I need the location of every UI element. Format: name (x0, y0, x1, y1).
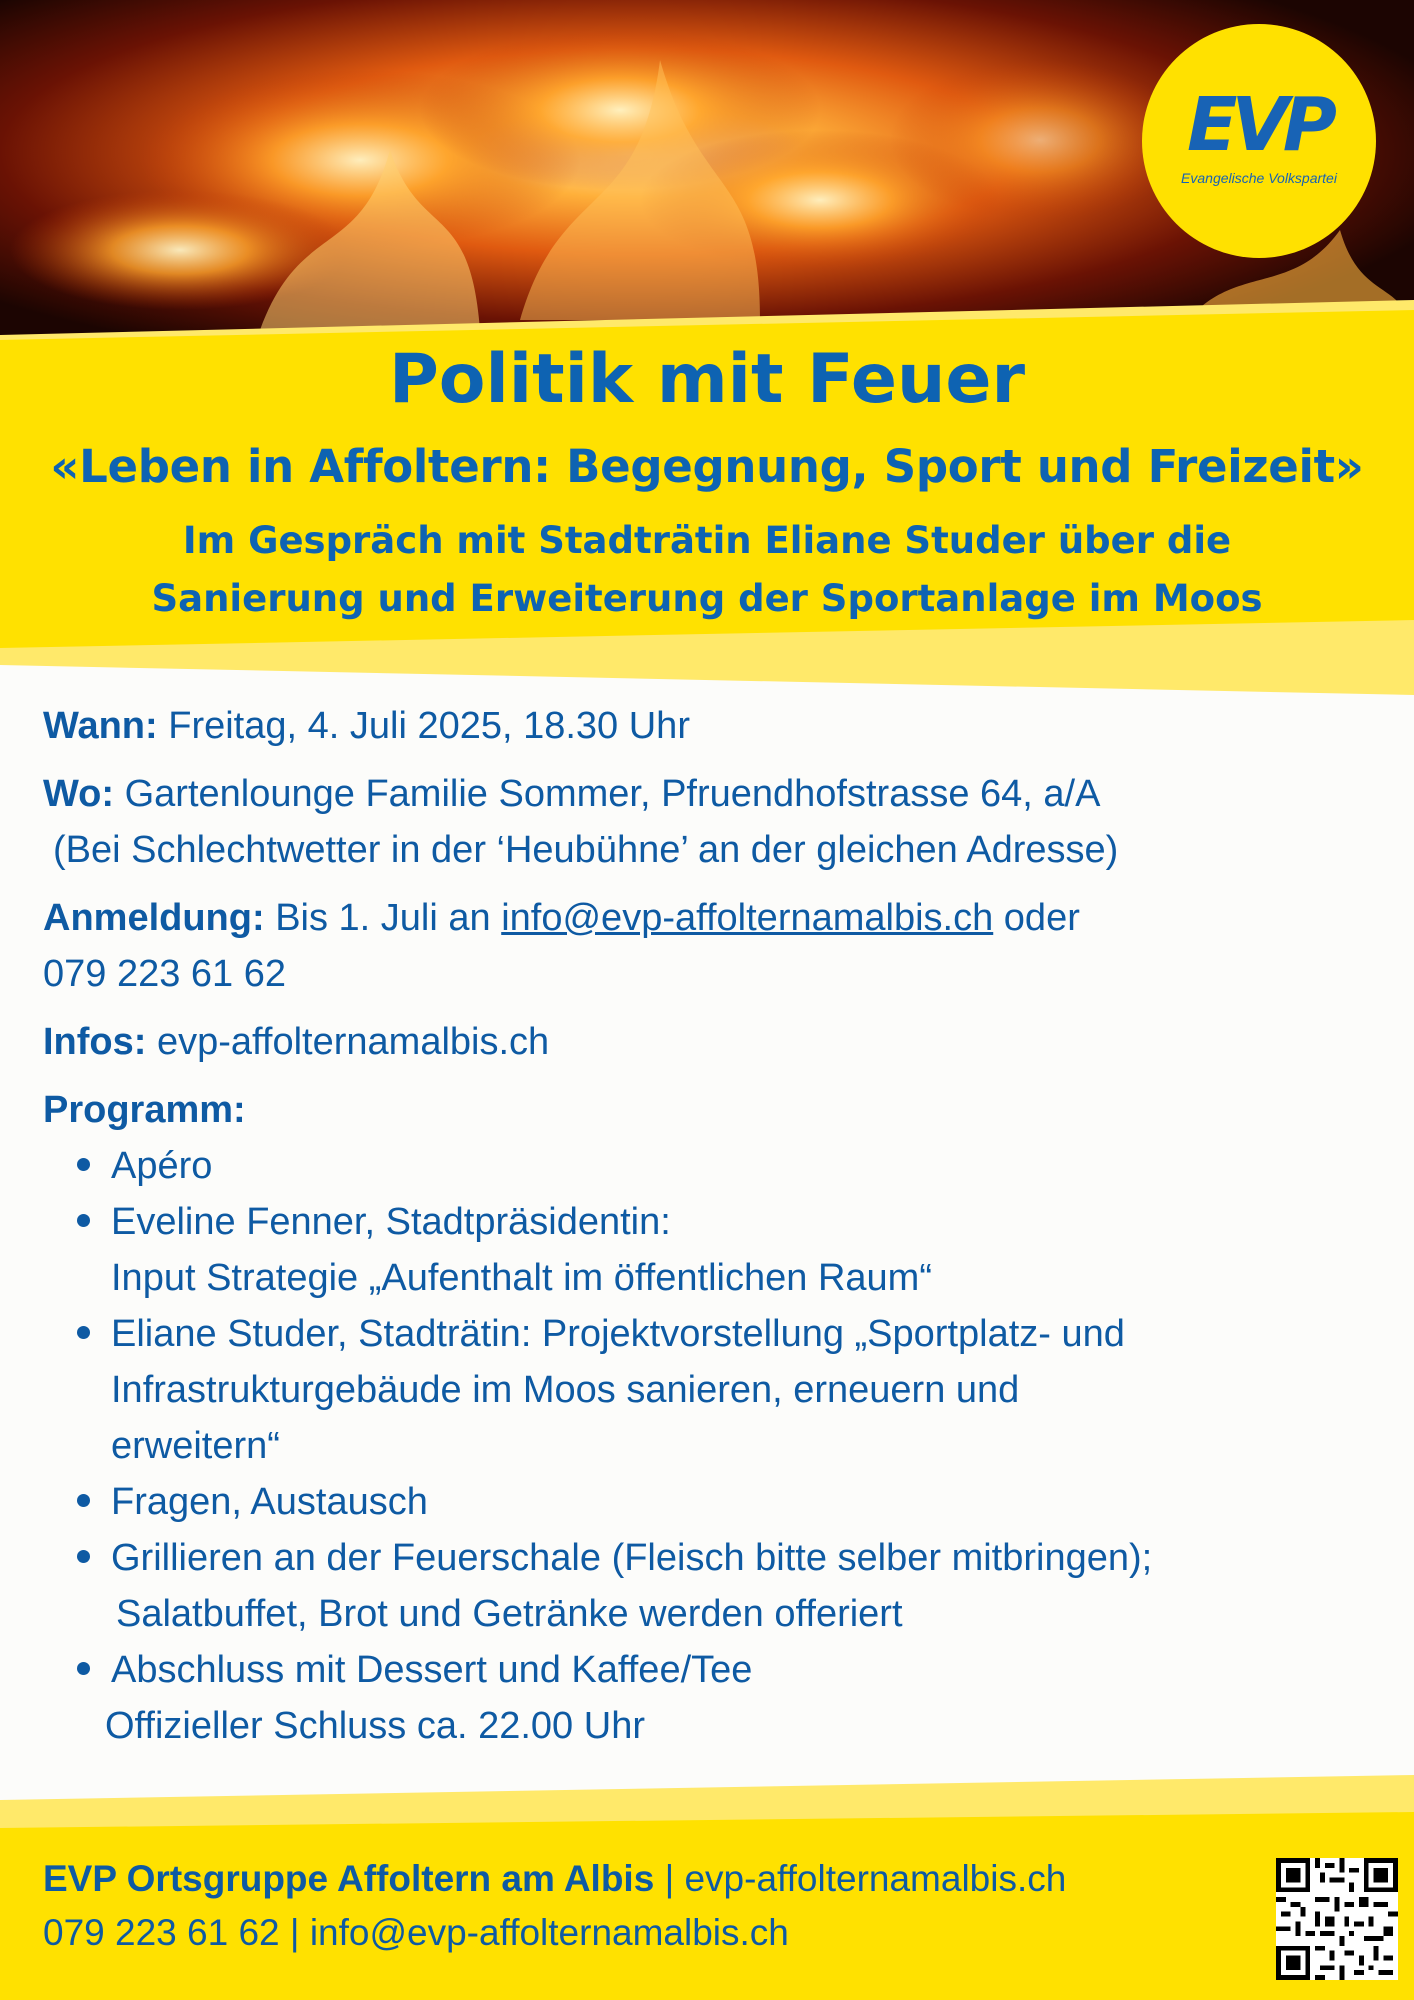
list-item (111, 1530, 1373, 1642)
wann-row (43, 698, 1373, 754)
list-item (111, 1474, 1373, 1530)
wo-label: Wo: (43, 773, 115, 815)
wann-label: Wann: (43, 705, 158, 747)
list-item-line: Apéro (111, 1145, 213, 1187)
anmeldung-row (43, 890, 1373, 1002)
programm-label: Programm: (43, 1089, 246, 1131)
description-line-2: Sanierung und Erweiterung der Sportanlage im Moos (151, 577, 1263, 620)
list-item-line: erweitern“ (111, 1425, 280, 1467)
wo-note: (Bei Schlechtwetter in der ‘Heubühne’ an der gleichen Adresse) (53, 829, 1119, 871)
wo-value: Gartenlounge Familie Sommer, Pfruendhofstrasse 64, a/A (124, 773, 1101, 815)
list-item-line: Eliane Studer, Stadträtin: Projektvorstellung „Sportplatz- und (111, 1313, 1125, 1355)
page-title: Politik mit Feuer (388, 340, 1026, 419)
anmeldung-pre: Bis 1. Juli an (275, 897, 491, 939)
footer-org: EVP Ortsgruppe Affoltern am Albis (43, 1858, 655, 1899)
footer-phone: 079 223 61 62 (43, 1912, 280, 1953)
list-item-line: Eveline Fenner, Stadtpräsidentin: (111, 1201, 671, 1243)
anmeldung-phone: 079 223 61 62 (43, 953, 287, 995)
anmeldung-or: oder (1003, 897, 1080, 939)
anmeldung-label: Anmeldung: (43, 897, 265, 939)
list-item-line: Fragen, Austausch (111, 1481, 428, 1523)
list-item (111, 1306, 1373, 1474)
list-item (111, 1138, 1373, 1194)
footer-email[interactable]: info@evp-affolternamalbis.ch (309, 1912, 789, 1953)
programm-section (43, 1082, 1373, 1754)
infos-row (43, 1014, 1373, 1070)
list-item-line: Input Strategie „Aufenthalt im öffentlichen Raum“ (111, 1257, 932, 1299)
footer-website[interactable]: evp-affolternamalbis.ch (684, 1858, 1067, 1899)
logo-word: EVP (1186, 82, 1332, 168)
evp-logo (1142, 24, 1376, 258)
logo-subtitle: Evangelische Volkspartei (1181, 170, 1337, 186)
infos-value: evp-affolternamalbis.ch (157, 1021, 550, 1063)
infos-label: Infos: (43, 1021, 147, 1063)
qr-code-icon (1276, 1858, 1398, 1980)
footer-sep: | (664, 1858, 675, 1899)
list-item-line: Salatbuffet, Brot und Getränke werden offeriert (116, 1593, 903, 1635)
list-item-line: Abschluss mit Dessert und Kaffee/Tee (111, 1649, 753, 1691)
event-description (0, 512, 1414, 628)
description-line-1: Im Gespräch mit Stadträtin Eliane Studer über die (182, 519, 1232, 562)
list-item-line: Grillieren an der Feuerschale (Fleisch bitte selber mitbringen); (111, 1537, 1153, 1579)
wo-row (43, 766, 1373, 878)
event-subtitle: «Leben in Affoltern: Begegnung, Sport und Freizeit» (50, 440, 1364, 493)
list-item (111, 1194, 1373, 1306)
closing-note: Offizieller Schluss ca. 22.00 Uhr (105, 1705, 645, 1747)
programm-list (43, 1138, 1373, 1698)
list-item-line: Infrastrukturgebäude im Moos sanieren, erneuern und (111, 1369, 1020, 1411)
footer-sep: | (289, 1912, 300, 1953)
wann-value: Freitag, 4. Juli 2025, 18.30 Uhr (168, 705, 690, 747)
footer (43, 1852, 1066, 1960)
list-item (111, 1642, 1373, 1698)
anmeldung-email-link[interactable]: info@evp-affolternamalbis.ch (501, 897, 994, 939)
